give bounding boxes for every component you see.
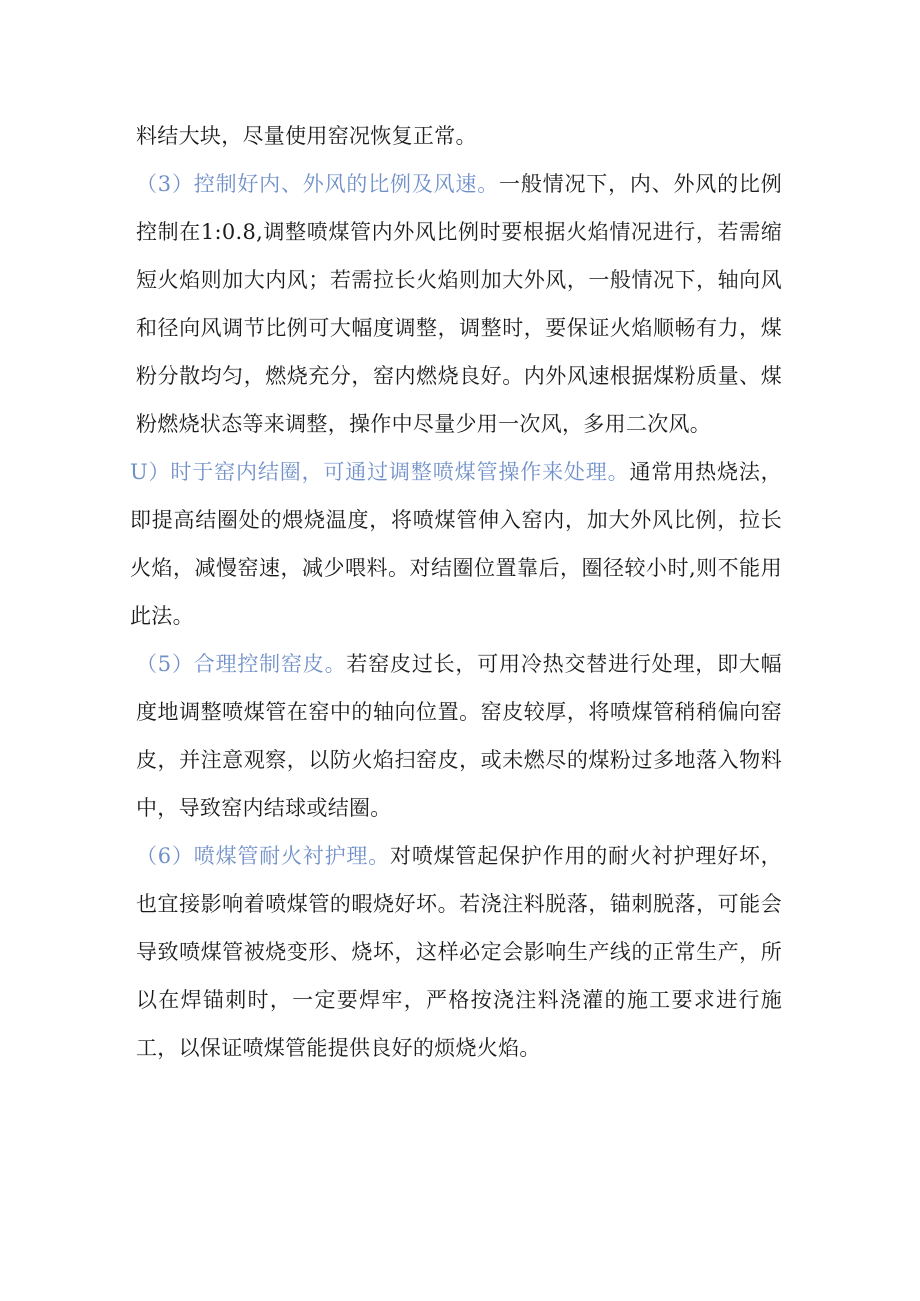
paragraph-body: 一般情况下，内、外风的比例控制在1:0.8,调整喷煤管内外风比例时要根据火焰情况进行，若需缩短火焰则加大内风；若需拉长火焰则加大外风，一般情况下，轴向风和径向风调节比例可大幅度调整，调整时，要保证火焰顺畅有力，煤粉分散均匀，燃烧充分，窑内燃烧良好。内外风速根据煤粉质量、煤粉燃烧状态等来调整，操作中尽量少用一次风，多用二次风。	[136, 172, 782, 436]
section-heading-6: （6）喷煤管耐火衬护理。	[136, 844, 391, 868]
paragraph-body: 若窑皮过长，可用冷热交替进行处理，即大幅度地调整喷煤管在窑中的轴向位置。窑皮较厚，将喷煤管稍稍偏向窑皮，并注意观察，以防火焰扫窑皮，或未燃尽的煤粉过多地落入物料中，导致窑内结球或结圈。	[136, 652, 782, 820]
section-heading-3: （3）控制好内、外风的比例及风速。	[136, 172, 500, 196]
paragraph-kiln-ring	[130, 448, 782, 640]
section-heading-4: U）时于窑内结圈，可通过调整喷煤管操作来处理。	[130, 460, 630, 484]
paragraph-continuation	[136, 112, 782, 160]
paragraph-wind-ratio	[136, 160, 782, 448]
section-heading-5: （5）合理控制窑皮。	[136, 652, 347, 676]
document-body	[130, 112, 782, 1072]
paragraph-body: 料结大块，尽量使用窑况恢复正常。	[136, 124, 477, 148]
paragraph-kiln-coating	[136, 640, 782, 832]
paragraph-body: 对喷煤管起保护作用的耐火衬护理好坏，也宜接影响着喷煤管的暇烧好坏。若浇注料脱落，锚刺脱落，可能会导致喷煤管被烧变形、烧坏，这样必定会影响生产线的正常生产，所以在焊锚刺时，一定要焊牢，严格按浇注料浇灌的施工要求进行施工，以保证喷煤管能提供良好的烦烧火焰。	[136, 844, 782, 1060]
paragraph-body: 通常用热烧法，即提高结圈处的煨烧温度，将喷煤管伸入窑内，加大外风比例，拉长火焰，减慢窑速，减少喂料。对结圈位置靠后，圈径较小时,则不能用此法。	[130, 460, 782, 628]
paragraph-refractory-lining	[136, 832, 782, 1072]
